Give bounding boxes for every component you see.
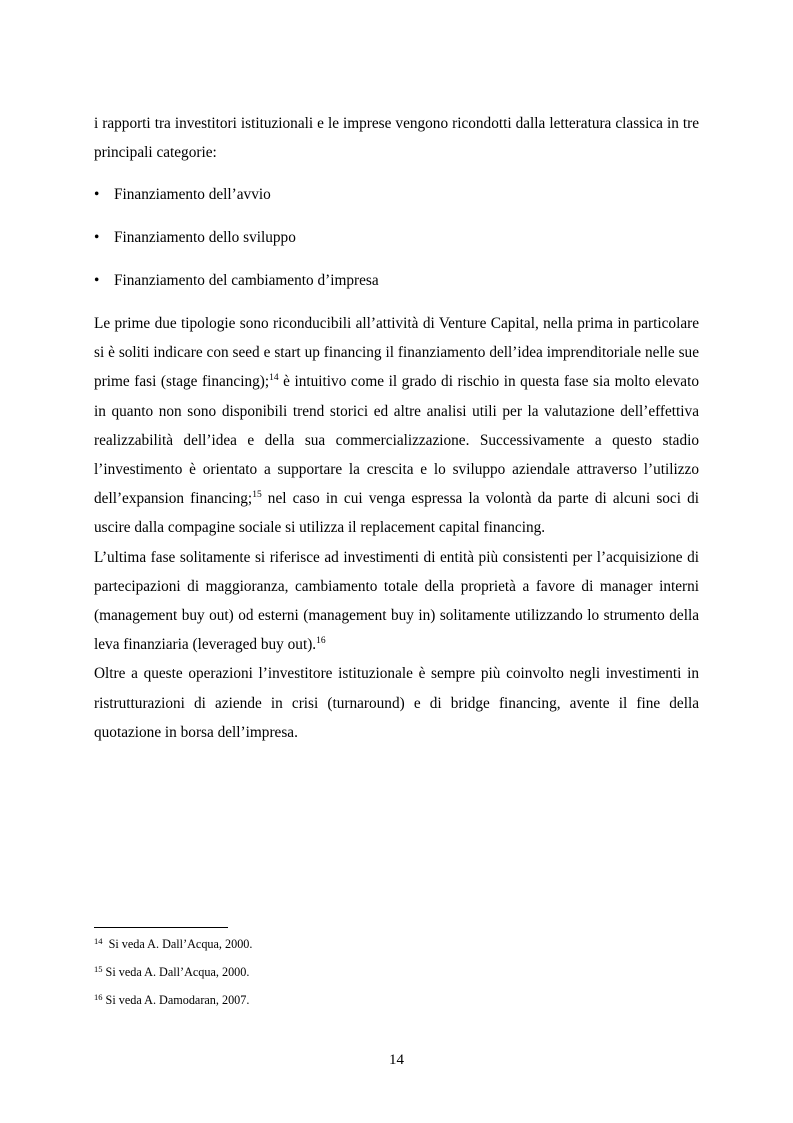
footnote-number: 14 xyxy=(94,936,103,946)
intro-text: i rapporti tra investitori istituzionali e le imprese vengono ricondotti dalla letteratura classica in tre principali categorie: xyxy=(94,115,699,162)
paragraph-text: nel caso in cui venga espressa la volontà da parte di alcuni soci di uscire dalla compagine sociale si utilizza il replacement capital financing. xyxy=(94,490,699,537)
footnote-text: Si veda A. Dall’Acqua, 2000. xyxy=(102,937,253,951)
paragraph-other-operations xyxy=(94,659,699,747)
bullet-icon: • xyxy=(94,272,100,289)
paragraph-last-phase xyxy=(94,543,699,660)
footnote-reference[interactable]: 14 xyxy=(269,373,279,384)
footnote-reference[interactable]: 16 xyxy=(316,636,326,647)
footnote-separator xyxy=(94,927,228,928)
list-item-label: Finanziamento dell’avvio xyxy=(114,186,271,203)
footnote-reference[interactable]: 15 xyxy=(252,490,262,501)
paragraph-text: L’ultima fase solitamente si riferisce ad investimenti di entità più consistenti per l’acquisizione di partecipazioni di maggioranza, cambiamento totale della proprietà a favore di manager interni (management buy out) od esterni (management buy in) solitamente utilizzando lo strumento della leva finanziaria (leveraged buy out). xyxy=(94,548,699,654)
footnote-item xyxy=(94,965,249,980)
paragraph-text: Oltre a queste operazioni l’investitore istituzionale è sempre più coinvolto negli investimenti in ristrutturazioni di aziende in crisi (turnaround) e di bridge financing, avente il fine della quotazione in borsa dell’impresa. xyxy=(94,665,699,741)
footnote-item xyxy=(94,993,249,1008)
footnote-number: 15 xyxy=(94,964,103,974)
paragraph-text: è intuitivo come il grado di rischio in questa fase sia molto elevato in quanto non sono disponibili trend storici ed altre analisi utili per la valutazione dell’effettiva realizzabilità dell’idea e della sua commercializzazione. Successivamente a questo stadio l’investimento è orientato a supportare la crescita e lo sviluppo aziendale attraverso l’utilizzo dell’expansion financing; xyxy=(94,373,699,508)
intro-paragraph xyxy=(94,109,699,167)
footnote-number: 16 xyxy=(94,992,103,1002)
footnote-text: Si veda A. Dall’Acqua, 2000. xyxy=(102,965,250,979)
paragraph-venture-capital xyxy=(94,309,699,543)
list-item-label: Finanziamento del cambiamento d’impresa xyxy=(114,272,379,289)
footnote-item xyxy=(94,937,252,952)
bullet-icon: • xyxy=(94,186,100,203)
paragraph-text: Le prime due tipologie sono riconducibili all’attività di Venture Capital, nella prima in particolare si è soliti indicare con seed e start up financing il finanziamento dell’idea imprenditoriale nelle sue prime fasi (stage financing); xyxy=(94,315,699,391)
bullet-icon: • xyxy=(94,229,100,246)
main-text xyxy=(94,309,699,747)
footnote-text: Si veda A. Damodaran, 2007. xyxy=(102,993,250,1007)
list-item-label: Finanziamento dello sviluppo xyxy=(114,229,296,246)
page-number: 14 xyxy=(389,1052,404,1068)
